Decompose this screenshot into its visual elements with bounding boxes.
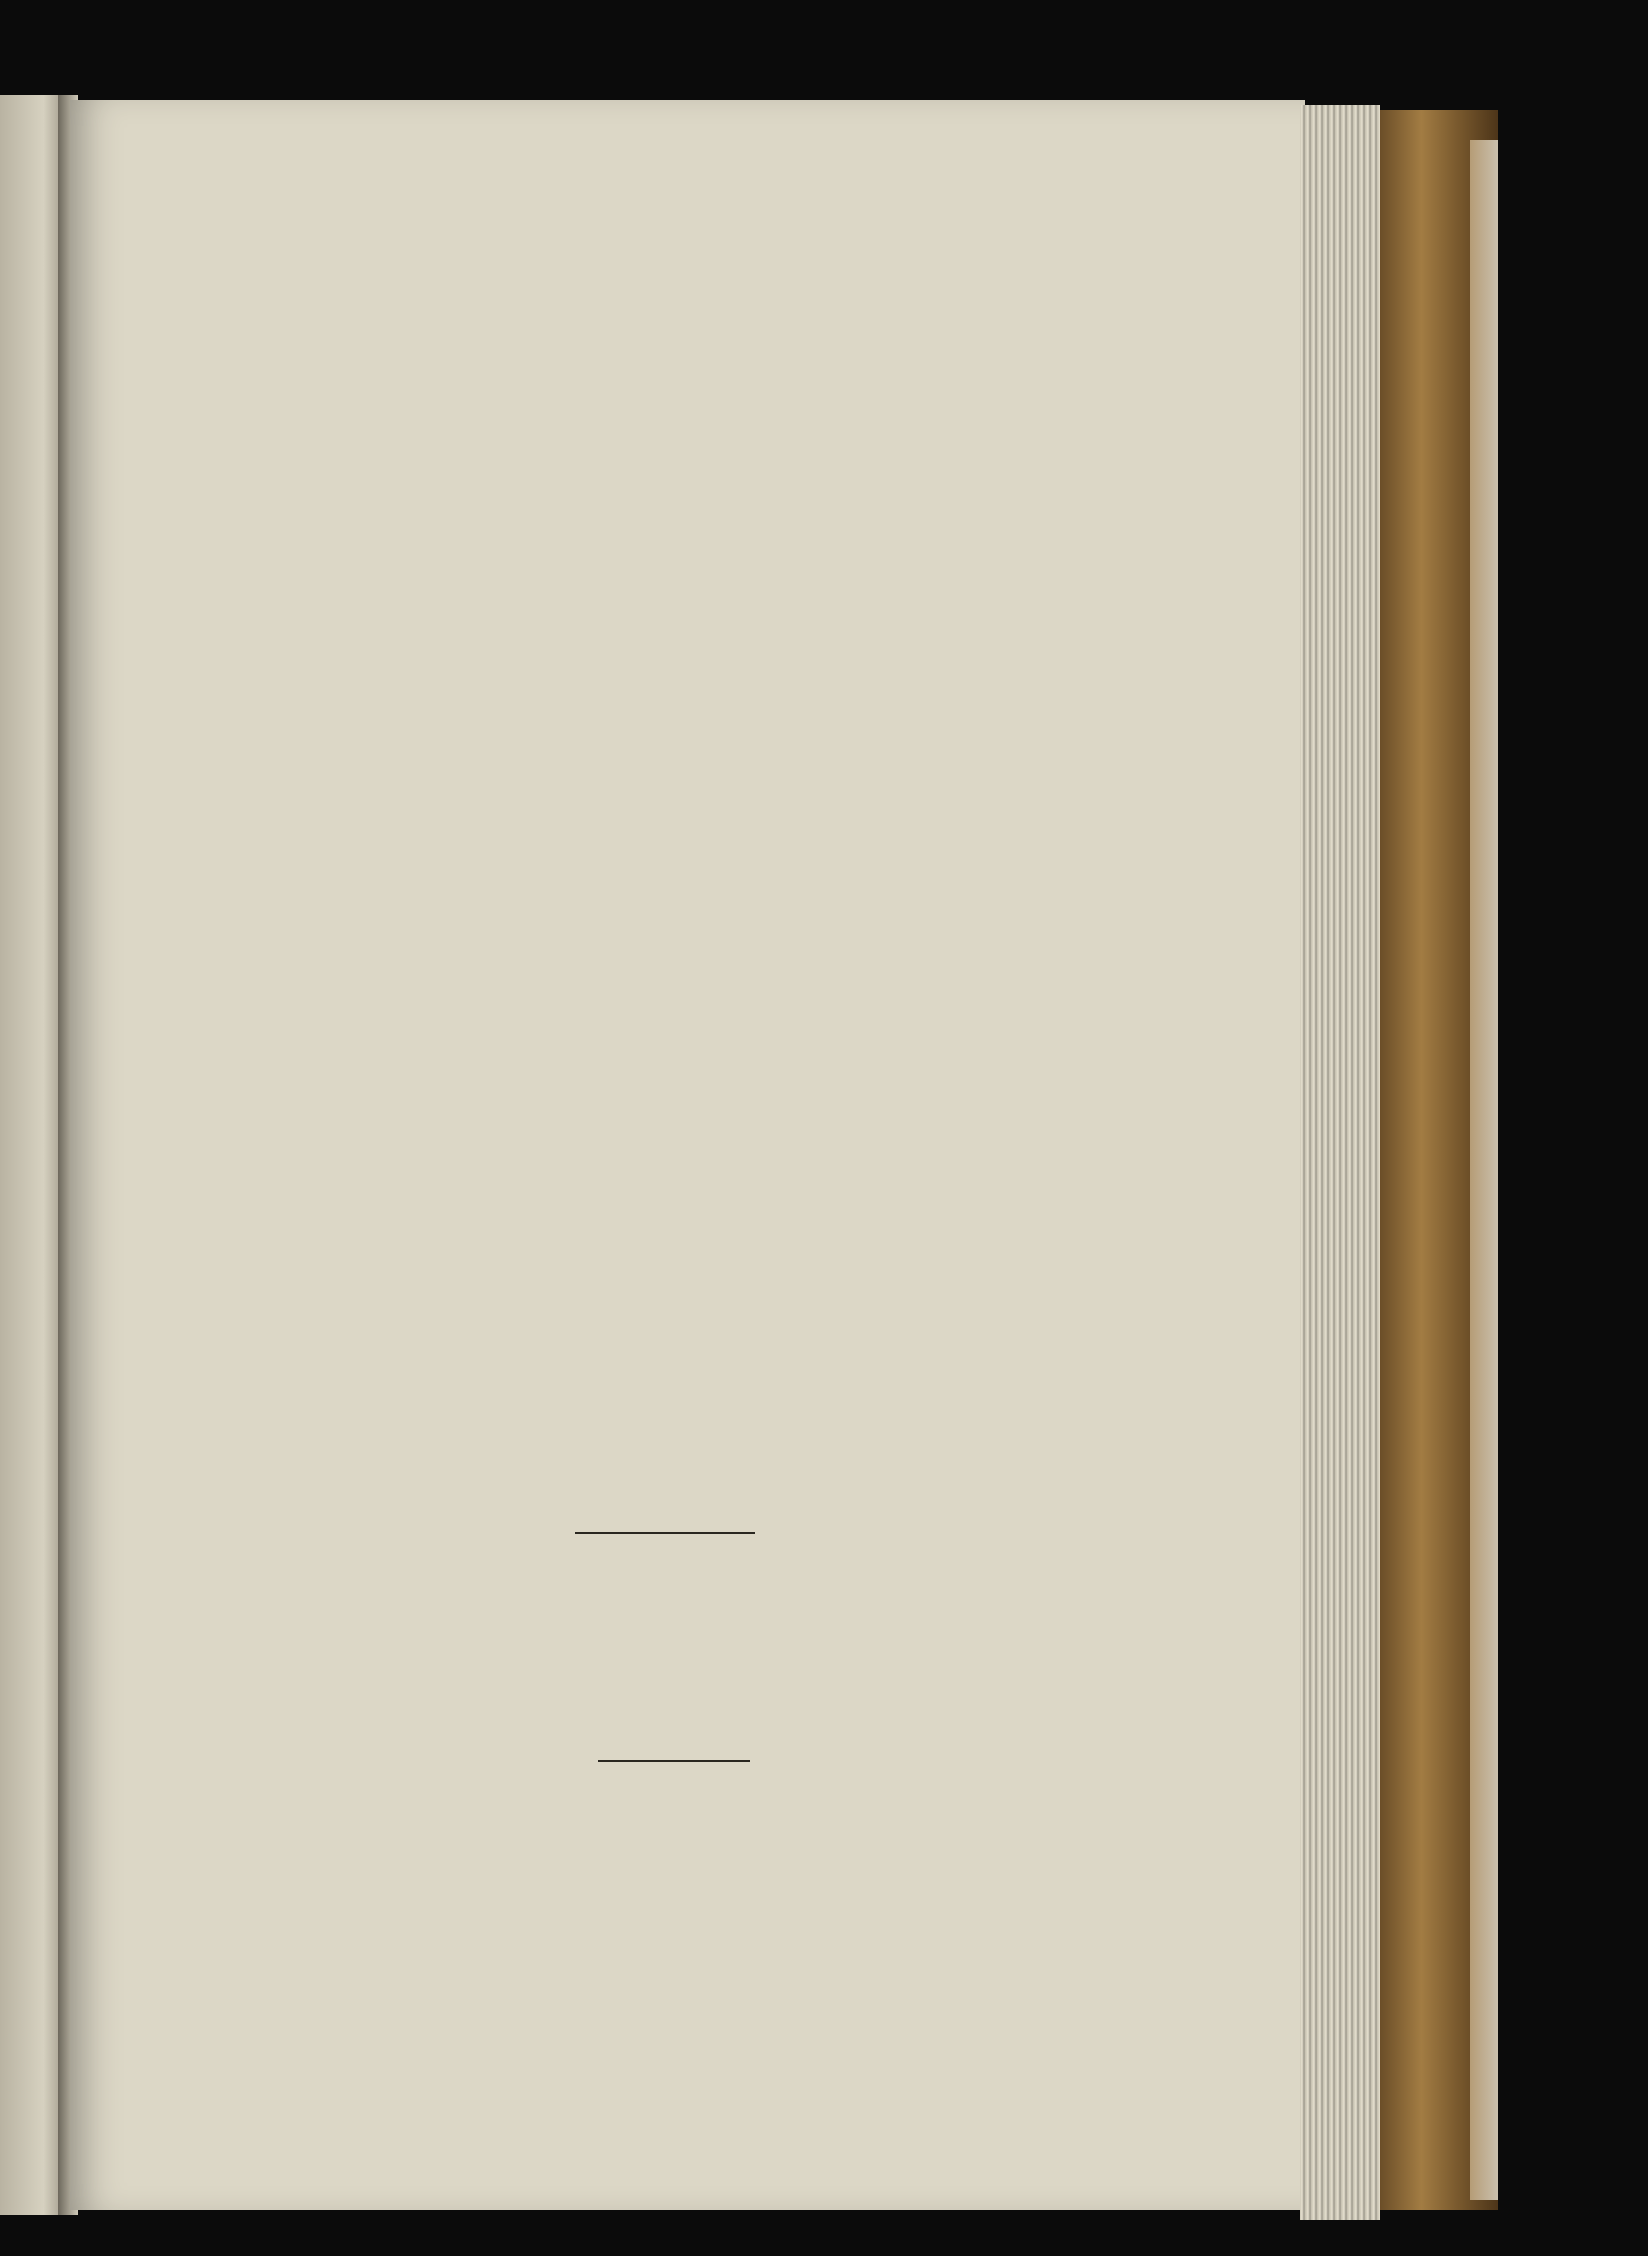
facing-page-edge	[0, 95, 62, 2215]
section-divider	[575, 1532, 755, 1534]
heading-divider	[598, 1760, 750, 1762]
page-stack-edges	[1300, 105, 1380, 2220]
cover-edge	[1470, 140, 1498, 2200]
book-page	[70, 100, 1305, 2210]
